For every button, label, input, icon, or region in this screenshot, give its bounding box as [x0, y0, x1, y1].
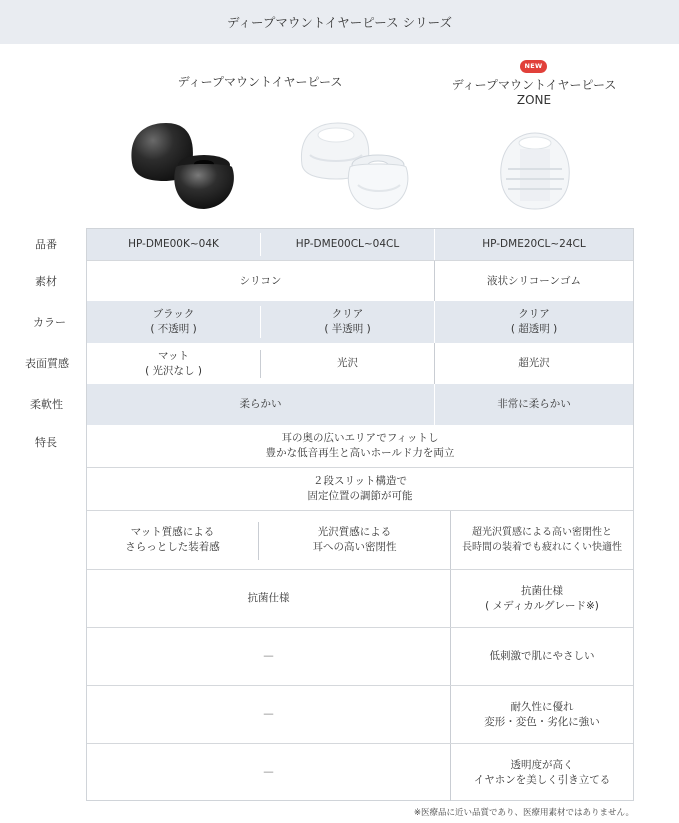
color-black-note: ( 不透明 )	[150, 323, 197, 335]
feature-slit-line1: ２段スリット構造で	[312, 475, 408, 487]
feature-fit-line1: 耳の奥の広いエリアでフィットし	[281, 432, 439, 444]
feature-durability-none: —	[263, 708, 274, 720]
color-clear	[261, 301, 434, 343]
row-label-flexibility: 柔軟性	[30, 398, 63, 411]
product-name-zone-suffix: ZONE	[516, 93, 552, 107]
feature-durability-zone	[451, 686, 633, 743]
feature-clarity-zone	[451, 744, 633, 801]
feature-antibacterial-zone-line1: 抗菌仕様	[521, 584, 563, 597]
flexibility-zone: 非常に柔らかい	[497, 398, 571, 410]
feature-durability-zone-line1: 耐久性に優れ	[510, 700, 574, 713]
material-shared: シリコン	[239, 274, 282, 287]
surface-black-note: ( 光沢なし )	[145, 364, 202, 377]
color-zone-name: クリア	[518, 308, 550, 320]
divider	[434, 343, 435, 384]
divider	[260, 306, 261, 338]
color-black-name: ブラック	[152, 308, 195, 320]
color-clear-name: クリア	[331, 308, 364, 320]
row-label-color: カラー	[33, 316, 66, 329]
product-name-zone: ディープマウントイヤーピース	[451, 78, 617, 92]
part-number-clear: HP-DME00CL~04CL	[295, 238, 400, 250]
feature-texture-black-line2: さらっとした装着感	[125, 541, 220, 553]
banner-title: ディープマウントイヤーピース シリーズ	[227, 15, 452, 30]
feature-durability-zone-line2: 変形・変色・劣化に強い	[484, 715, 600, 728]
feature-texture-zone-line2: 長時間の装着でも疲れにくい快適性	[462, 542, 622, 553]
flexibility-shared: 柔らかい	[239, 398, 282, 410]
row-label-surface: 表面質感	[25, 357, 69, 370]
feature-antibacterial-zone-line2: ( メディカルグレード※)	[485, 599, 599, 612]
divider	[258, 522, 259, 560]
surface-clear: 光沢	[337, 357, 358, 369]
black-eartip-image	[120, 115, 240, 220]
feature-antibacterial-zone	[451, 570, 633, 627]
divider	[434, 301, 435, 343]
feature-texture-zone-line1: 超光沢質感による高い密閉性と	[472, 527, 612, 538]
feature-clarity-none: —	[263, 766, 274, 778]
footnote: ※医療品に近い品質であり、医療用素材ではありません。	[413, 808, 634, 818]
row-label-features: 特長	[35, 436, 57, 449]
zone-eartip-image	[490, 125, 580, 215]
feature-texture-black-line1: マット質感による	[130, 526, 215, 538]
feature-clarity-zone-line1: 透明度が高く	[510, 758, 574, 771]
divider	[434, 384, 435, 425]
row-label-material: 素材	[35, 275, 57, 288]
part-number-black: HP-DME00K~04K	[128, 238, 219, 250]
feature-fit-line2: 豊かな低音再生と高いホールド力を両立	[265, 447, 455, 459]
divider	[260, 233, 261, 256]
color-zone	[435, 301, 633, 343]
surface-black	[87, 343, 260, 384]
color-black	[87, 301, 260, 343]
feature-slit	[87, 468, 633, 510]
new-badge: NEW	[520, 60, 547, 73]
clear-eartip-image	[290, 115, 415, 220]
product-name-standard: ディープマウントイヤーピース	[177, 75, 343, 89]
feature-texture-clear	[259, 511, 450, 569]
feature-texture-clear-line2: 耳への高い密閉性	[312, 541, 397, 553]
feature-texture-zone	[451, 511, 633, 569]
material-zone: 液状シリコーンゴム	[486, 274, 582, 287]
divider	[434, 261, 435, 301]
feature-skin-zone: 低刺激で肌にやさしい	[489, 650, 595, 662]
divider	[434, 229, 435, 260]
surface-zone: 超光沢	[518, 357, 550, 369]
feature-texture-clear-line1: 光沢質感による	[317, 526, 392, 538]
divider	[260, 350, 261, 378]
feature-slit-line2: 固定位置の調節が可能	[307, 490, 413, 502]
color-clear-note: ( 半透明 )	[324, 323, 371, 335]
row-label-part-number: 品番	[35, 238, 57, 251]
feature-antibacterial: 抗菌仕様	[247, 592, 290, 604]
part-number-zone: HP-DME20CL~24CL	[482, 238, 586, 250]
feature-skin-none: —	[263, 650, 274, 662]
surface-black-name: マット	[157, 349, 190, 362]
color-zone-note: ( 超透明 )	[510, 323, 558, 335]
feature-fit	[87, 425, 633, 467]
feature-clarity-zone-line2: イヤホンを美しく引き立てる	[473, 773, 611, 786]
feature-texture-black	[87, 511, 258, 569]
